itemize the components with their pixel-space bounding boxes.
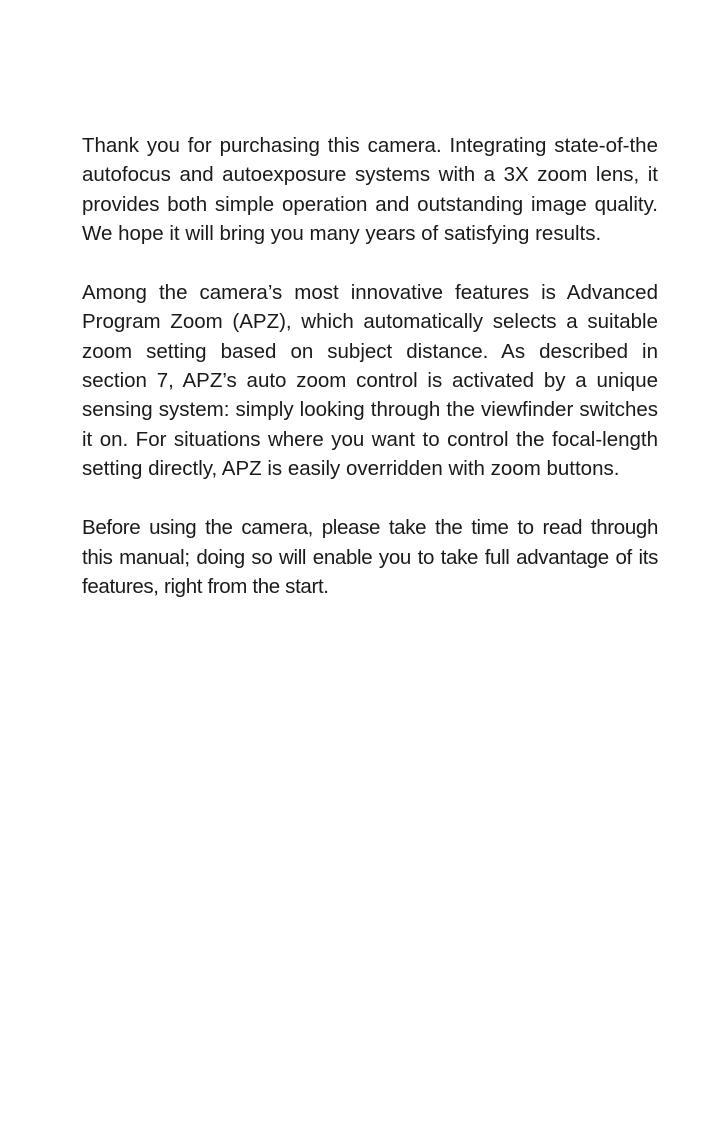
read-manual-paragraph: Before using the camera, please take the time to read through this manual; doing so will enable you to take full advantage of its features, right from the start. — [82, 516, 658, 598]
intro-paragraph: Thank you for purchasing this camera. Integrating state-of-the autofocus and autoexposure systems with a 3X zoom lens, it provides both simple operation and outstanding image quality. We hope it will bring you many years of satisfying results. — [82, 134, 658, 245]
intro-text — [82, 131, 658, 601]
apz-paragraph: Among the camera’s most innovative features is Advanced Program Zoom (APZ), which automatically selects a suitable zoom setting based on subject distance. As described in section 7, APZ’s auto zoom control is activated by a unique sensing system: simply looking through the viewfinder switches it on. For situations where you want to control the focal-length setting directly, APZ is easily overridden with zoom buttons. — [82, 281, 658, 480]
